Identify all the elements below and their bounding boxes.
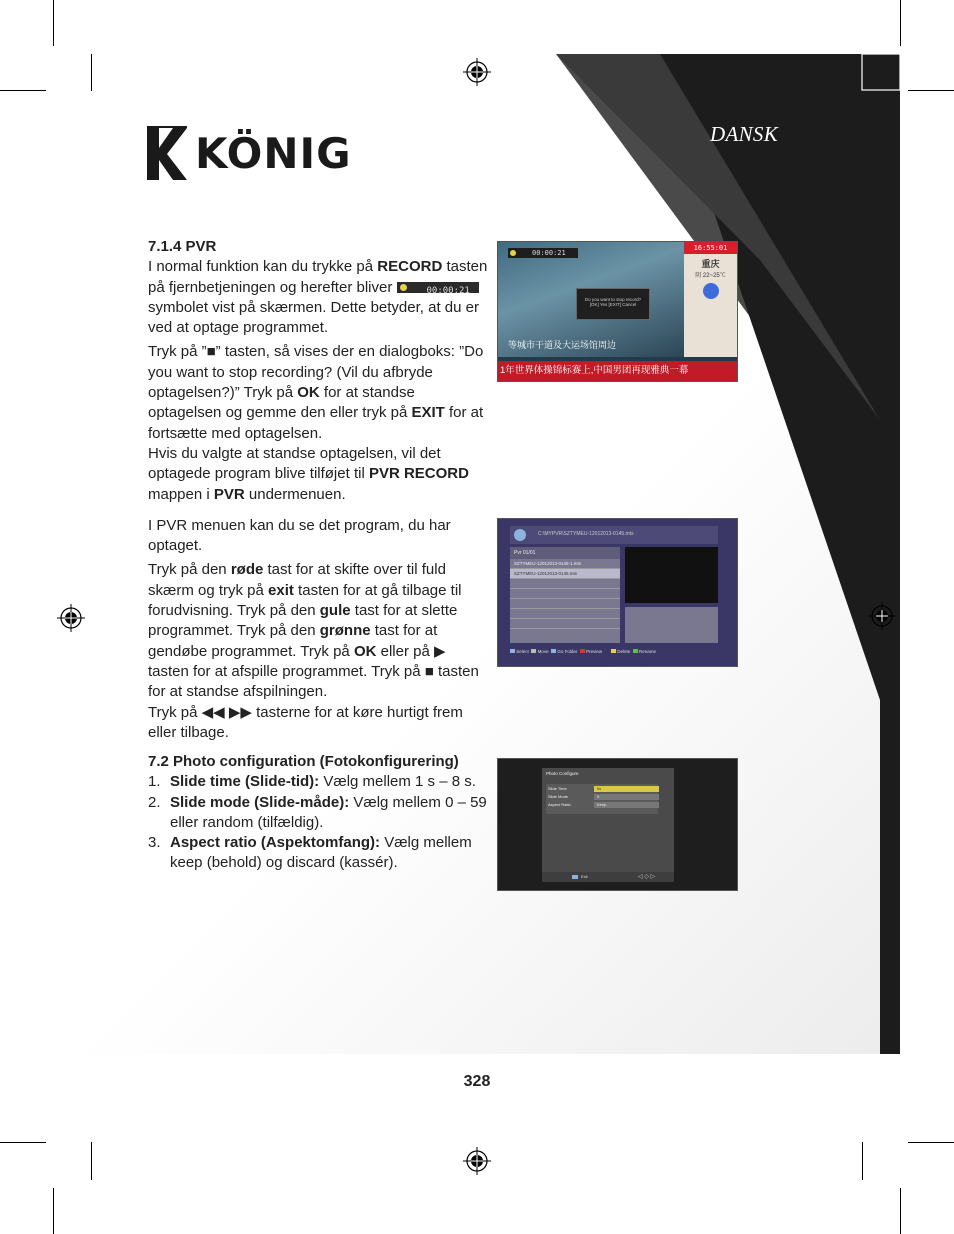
crop-mark	[908, 90, 954, 91]
pvr-paragraph-1	[148, 257, 488, 338]
text-run: for at fortsætte med optagelsen.	[148, 404, 484, 442]
list-item	[148, 833, 488, 874]
konig-logo	[147, 126, 357, 182]
recording-bar-icon	[397, 282, 479, 297]
config-rows	[546, 784, 658, 814]
registration-mark-top	[463, 58, 491, 86]
screenshot-photo-configure	[497, 758, 738, 891]
crop-mark	[91, 1142, 92, 1180]
text-bold: røde	[230, 561, 264, 579]
crop-mark	[900, 0, 901, 46]
config-row[interactable]	[546, 802, 658, 810]
list-item[interactable]: SZTYMEU-12012013-0145-1.mts	[510, 559, 620, 569]
move-icon	[531, 649, 536, 653]
pvr-paragraph-6: Tryk på ◀◀ ▶▶ tasterne for at køre hurtigt frem eller tilbage.	[148, 703, 463, 741]
list-item-empty	[510, 579, 620, 589]
config-footer	[542, 872, 674, 882]
legend-label: Delete	[617, 649, 631, 654]
text-run: symbolet vist på skærmen. Dette betyder, at du er ved at optage programmet.	[148, 298, 479, 337]
config-value[interactable]: Keep	[594, 802, 659, 808]
text-run: tasten for at gå tilbage til forudvisning. Tryk på den	[148, 581, 462, 620]
config-row[interactable]	[546, 794, 658, 802]
preview-info	[625, 607, 718, 643]
crop-mark	[53, 0, 54, 46]
record-dot-icon	[400, 284, 407, 291]
config-label: Slide Time	[548, 786, 567, 791]
list-header: Pvr 01/01	[510, 547, 620, 559]
text-run: tast for at skifte over til fuld skærm og tryk på	[148, 561, 446, 599]
list-text: Vælg mellem 1 s – 8 s.	[319, 773, 476, 791]
text-bold: grønne	[319, 622, 371, 640]
text-run: tasten på fjernbetjeningen og herefter bliver	[148, 258, 488, 296]
text-run: Tryk på den	[148, 561, 231, 579]
registration-mark-bottom	[463, 1147, 491, 1175]
registration-mark-left	[57, 604, 85, 632]
screenshot-recording	[497, 241, 738, 382]
navigation-arrows-icon: ◁ ◇ ▷	[638, 874, 656, 880]
text-bold: exit	[268, 581, 294, 599]
green-key-icon	[633, 649, 638, 653]
file-path: C:\MYPVR\SZTYMEU-12012013-0145.mts	[538, 531, 634, 537]
pvr-section	[148, 237, 488, 743]
info-panel	[684, 242, 737, 357]
text-run: undermenuen.	[244, 485, 346, 503]
exit-label: Exit	[581, 874, 588, 879]
panel-weather: 阴 22~25℃	[695, 273, 726, 279]
red-key-icon	[580, 649, 585, 653]
video-caption: 等城市干道及大运场馆周边	[508, 340, 617, 350]
text-bold: OK	[297, 384, 320, 402]
folder-icon	[551, 649, 556, 653]
text-bold: RECORD	[377, 258, 443, 276]
list-item	[148, 793, 488, 834]
legend-label: Preview	[586, 649, 603, 654]
recording-time: 00:00:21	[426, 286, 470, 297]
file-list	[510, 547, 620, 643]
yellow-key-icon	[611, 649, 616, 653]
overlay-timer: 00:00:21	[532, 249, 566, 257]
list-label: Slide time (Slide-tid):	[170, 773, 320, 791]
crop-mark	[908, 1142, 954, 1143]
path-bar	[510, 526, 718, 544]
list-number: 1.	[148, 773, 161, 791]
text-bold: EXIT	[411, 404, 445, 422]
recording-overlay	[508, 248, 578, 258]
config-panel	[542, 768, 674, 882]
text-run: I normal funktion kan du trykke på	[148, 258, 378, 276]
crop-mark	[91, 54, 92, 91]
footer-legend	[510, 649, 718, 659]
list-item-empty	[510, 609, 620, 619]
page-number: 328	[463, 1073, 491, 1090]
text-run: tast for at gendøbe programmet. Tryk på	[148, 622, 438, 660]
text-bold: PVR RECORD	[368, 465, 469, 483]
photo-heading: 7.2 Photo configuration (Fotokonfigurering)	[148, 753, 459, 770]
folder-icon	[514, 529, 526, 541]
text-bold: PVR	[213, 485, 245, 503]
legend-label: Select	[516, 649, 529, 654]
list-number: 3.	[148, 834, 161, 852]
crop-mark	[0, 1142, 46, 1143]
list-number: 2.	[148, 793, 161, 811]
panel-city: 重庆	[701, 259, 720, 269]
pvr-heading: 7.1.4 PVR	[148, 238, 217, 255]
config-row[interactable]	[546, 786, 658, 794]
preview-window	[625, 547, 718, 603]
crop-mark	[862, 1142, 863, 1180]
list-item	[148, 772, 488, 792]
config-label: Slide Mode	[548, 794, 569, 799]
text-run: Hvis du valgte at standse optagelsen, vil det optagede program blive tilføjet til	[148, 444, 441, 483]
crop-mark	[53, 1188, 54, 1234]
konig-k-mark-icon	[147, 126, 187, 182]
legend-label: Move	[537, 649, 549, 654]
list-label: Aspect ratio (Aspektomfang):	[170, 834, 381, 852]
stop-dialog	[576, 288, 650, 320]
news-ticker: 1年世界体操锦标赛上,中国男团再现雅典一幕	[498, 361, 738, 381]
text-run: eller på ▶ tasten for at afspille programmet. Tryk på ■ tasten for at standse afspilningen.	[148, 642, 479, 701]
config-value[interactable]: 0	[594, 794, 659, 800]
text-run: mappen i	[148, 485, 214, 503]
registration-mark-right	[868, 602, 896, 630]
list-item-empty	[510, 619, 620, 629]
pvr-paragraph-3	[148, 444, 488, 505]
list-text: Vælg mellem keep (behold) og discard (kassér).	[170, 834, 472, 872]
list-item-empty	[510, 599, 620, 609]
crop-mark	[0, 90, 46, 91]
crop-mark	[900, 1188, 901, 1234]
pvr-paragraph-4: I PVR menuen kan du se det program, du har optaget.	[148, 516, 451, 555]
list-text: Vælg mellem 0 – 59 eller random (tilfældig).	[170, 793, 487, 831]
list-item-selected[interactable]: SZTYMEU-12012013-0145.mts	[510, 569, 620, 579]
panel-clock: 16:55:01	[684, 242, 737, 254]
text-bold: gule	[319, 602, 351, 620]
legend-label: Rename	[639, 649, 657, 654]
weather-icon	[703, 283, 719, 299]
text-run: Tryk på ”■” tasten, så vises der en dialogboks: ”Do you want to stop recording? (Vil du afbryde optagelsen?)” Tryk på	[148, 343, 484, 402]
photo-section	[148, 752, 488, 874]
pvr-paragraph-5	[148, 560, 488, 702]
screenshot-pvr-list	[497, 518, 738, 667]
brand-wordmark: KÖNIG	[195, 129, 352, 178]
text-bold: OK	[353, 642, 377, 660]
select-icon	[510, 649, 515, 653]
text-run: tast for at slette programmet. Tryk på den	[148, 602, 458, 640]
list-label: Slide mode (Slide-måde):	[170, 793, 350, 811]
config-label: Aspect Ratio	[548, 802, 571, 807]
list-item-empty	[510, 589, 620, 599]
legend-label: Go Folder	[557, 649, 578, 654]
dialog-text: Do you want to stop record?	[584, 297, 642, 302]
language-label: DANSK	[710, 122, 779, 146]
dialog-text: [OK] Yes [EXIT] Cancel	[589, 302, 637, 307]
config-value[interactable]: 5s	[594, 786, 659, 792]
text-run: for at standse optagelsen og gemme den eller tryk på	[148, 384, 415, 422]
record-dot-icon	[510, 250, 516, 256]
config-title: Photo Configure	[546, 771, 579, 776]
pvr-paragraph-2	[148, 342, 488, 443]
exit-key-icon	[572, 875, 578, 879]
